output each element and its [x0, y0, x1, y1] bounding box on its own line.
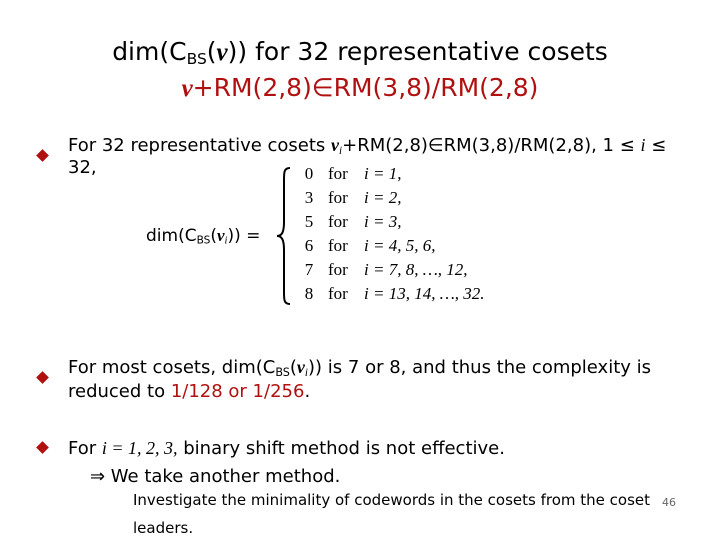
case-value: 7: [304, 260, 314, 279]
lhs-subscript: BS: [196, 234, 211, 247]
title-line2-text: +RM(2,8)∈RM(3,8)/RM(2,8): [192, 73, 539, 102]
bullet-3-subtext-1: Investigate the minimality of codewords in the cosets from the coset: [133, 491, 651, 509]
bullet-3-line-1: [68, 436, 505, 461]
bullet-diamond-icon: [36, 441, 49, 454]
case-condition: i = 3,: [364, 212, 402, 231]
case-word: for: [328, 284, 348, 303]
case-condition: i = 13, 14, …, 32.: [364, 284, 485, 303]
bullet-2-paren: (: [289, 357, 297, 378]
bullet-2-line2-b: .: [304, 381, 311, 402]
case-value: 3: [304, 188, 314, 207]
bullet-1-line-1: [68, 133, 666, 158]
title-line2-variable: v: [181, 75, 193, 102]
case-condition: i = 2,: [364, 188, 402, 207]
lhs-paren: (: [210, 226, 217, 246]
left-brace-icon: [274, 166, 294, 306]
case-word: for: [328, 164, 348, 183]
bullet-3-text-a: For: [68, 438, 102, 459]
bullet-1-index: i: [640, 135, 646, 155]
title-text: dim(C: [112, 37, 187, 66]
case-condition: i = 4, 5, 6,: [364, 236, 436, 255]
bullet-1-text-c: ≤: [645, 135, 667, 156]
bullet-diamond-icon: [36, 149, 49, 162]
bullet-1-line-2: 32,: [68, 157, 97, 178]
lhs-suffix: )) =: [227, 226, 261, 246]
bullet-1-text-b: +RM(2,8)∈RM(3,8)/RM(2,8), 1 ≤: [342, 135, 641, 156]
complexity-highlight: 1/128 or 1/256: [170, 381, 305, 402]
equation-lhs: [146, 224, 260, 248]
lhs-variable-sub: i: [224, 235, 228, 247]
bullet-2-line2-a: reduced to: [68, 381, 171, 402]
case-word: for: [328, 188, 348, 207]
bullet-3-condition: i = 1, 2, 3,: [101, 438, 178, 458]
bullet-1-variable: v: [331, 135, 340, 155]
case-value: 8: [304, 284, 314, 303]
bullet-3-line-2: ⇒ We take another method.: [90, 466, 341, 487]
title-subscript: BS: [186, 49, 207, 68]
bullet-2-line-2: [68, 380, 310, 404]
title-variable: v: [216, 39, 228, 66]
lhs-variable: v: [216, 226, 225, 245]
case-condition: i = 7, 8, …, 12,: [364, 260, 468, 279]
bullet-2-line-1: [68, 355, 651, 380]
case-word: for: [328, 236, 348, 255]
bullet-3-subtext-2: leaders.: [133, 519, 194, 537]
page-number: 46: [662, 496, 676, 509]
bullet-1-text-a: For 32 representative cosets: [68, 135, 332, 156]
bullet-3-text-b: binary shift method is not effective.: [177, 438, 505, 459]
bullet-1-variable-sub: i: [339, 144, 343, 157]
bullet-2-variable-sub: i: [304, 366, 309, 379]
case-word: for: [328, 212, 348, 231]
bullet-2-subscript: BS: [275, 365, 290, 379]
case-condition: i = 1,: [364, 164, 402, 183]
slide-title: [0, 34, 720, 106]
case-value: 5: [304, 212, 314, 231]
title-line-2: [0, 70, 720, 106]
lhs-text: dim(C: [146, 226, 197, 246]
case-word: for: [328, 260, 348, 279]
case-value: 0: [304, 164, 314, 183]
case-value: 6: [304, 236, 314, 255]
bullet-2-text-a: For most cosets, dim(C: [68, 357, 276, 378]
bullet-2-text-b: )) is 7 or 8, and thus the complexity is: [308, 357, 652, 378]
bullet-2-variable: v: [296, 357, 305, 377]
title-text-rest: )) for 32 representative cosets: [227, 37, 608, 66]
title-paren: (: [206, 37, 217, 66]
bullet-diamond-icon: [36, 371, 49, 384]
title-line-1: [0, 34, 720, 70]
